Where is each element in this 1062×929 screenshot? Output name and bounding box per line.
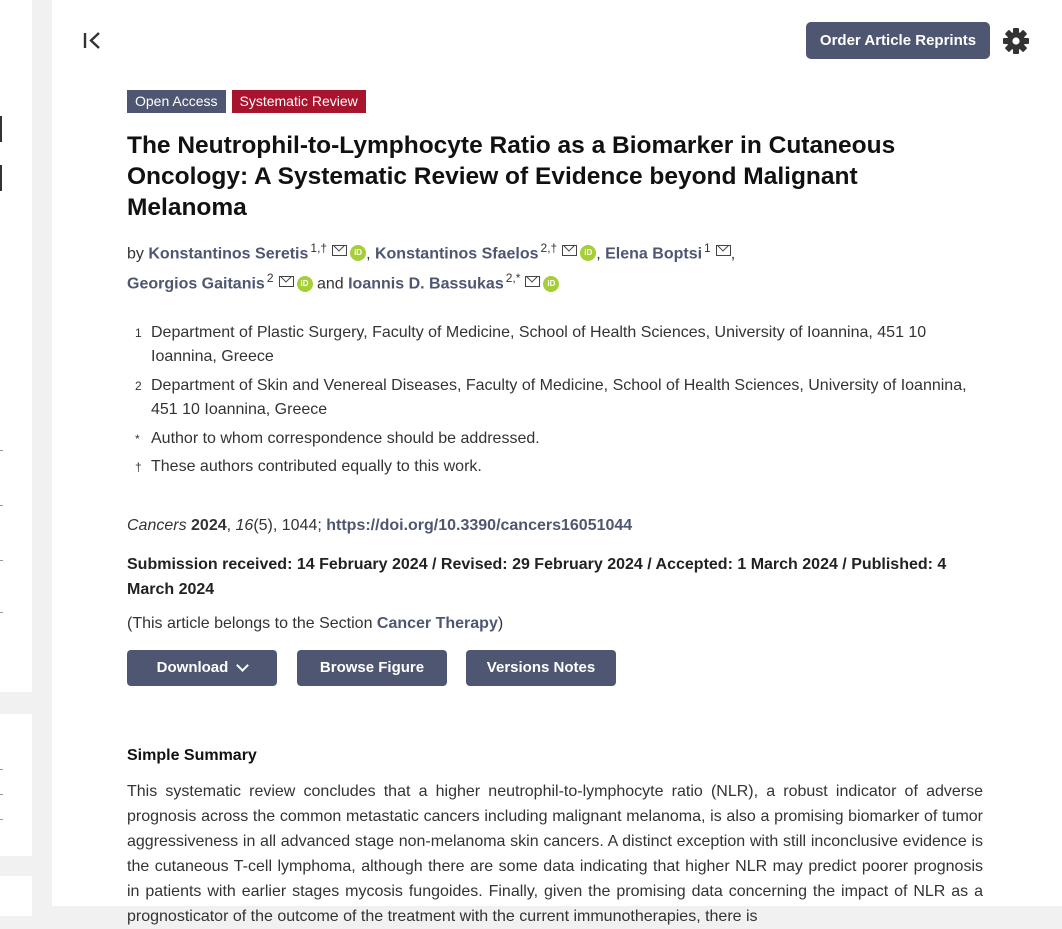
author-link[interactable]: Georgios Gaitanis [127, 275, 265, 293]
orcid-icon[interactable]: iD [580, 245, 596, 261]
author-list: by Konstantinos Seretis $^{1,\dagger}$ iD , Konstantinos Sfaelos $^{2,\dagger}$ iD , Elena Boptsi $^1$ , Georgios Gaitanis $^2$ iD and Ioannis D. Bassukas $^{2,*}$ iD [127, 241, 736, 293]
section-link[interactable]: Cancer Therapy [376, 614, 498, 632]
open-access-badge[interactable]: Open Access [127, 90, 226, 113]
citation-issue-pages: (5), 1044; [253, 516, 322, 534]
sidebar-marker [0, 116, 2, 142]
affiliation-item [127, 374, 983, 423]
sidebar-tick [0, 769, 3, 770]
mail-icon[interactable] [716, 245, 731, 256]
download-label: Download [156, 659, 229, 677]
affiliation-item [127, 455, 983, 480]
badge-row [127, 90, 983, 113]
and-label: and [316, 275, 344, 293]
browse-figure-button[interactable]: Browse Figure [297, 650, 447, 686]
affiliation-text: Department of Skin and Venereal Diseases, Faculty of Medicine, School of Health Sciences, University of Ioannina, 451 10 Ioannina, Greece [151, 376, 967, 419]
affiliation-text: Author to whom correspondence should be addressed. [151, 429, 540, 447]
systematic-review-badge: Systematic Review [232, 90, 366, 113]
citation-volume: 16 [235, 516, 254, 534]
left-sidebar-section [0, 714, 32, 856]
article-header [127, 90, 983, 929]
citation-line: Cancers 2024, 16(5), 1044; https://doi.org/10.3390/cancers16051044 [127, 516, 633, 534]
gear-icon[interactable] [1002, 27, 1030, 55]
section-note [127, 615, 983, 633]
section-suffix: ) [497, 614, 504, 632]
sidebar-marker [0, 165, 2, 191]
article-panel [52, 0, 1062, 925]
sidebar-tick [0, 560, 3, 561]
citation-year: 2024 [191, 516, 227, 534]
affiliation-list [127, 321, 983, 480]
article-title: The Neutrophil-to-Lymphocyte Ratio as a Biomarker in Cutaneous Oncology: A Systematic Review of Evidence beyond Malignant Melanoma [127, 132, 896, 221]
author-affil-sup: 1 [704, 241, 711, 255]
mail-icon[interactable] [332, 245, 347, 256]
orcid-icon[interactable]: iD [543, 276, 559, 292]
left-sidebar-section [0, 876, 32, 916]
journal-name: Cancers [127, 516, 187, 534]
left-sidebar [0, 0, 32, 692]
author-affil-sup: 1,† [310, 241, 328, 255]
sidebar-tick [0, 819, 3, 820]
sidebar-tick [0, 794, 3, 795]
by-label: by [127, 245, 144, 263]
order-reprints-button[interactable]: Order Article Reprints [806, 22, 990, 59]
affiliation-number: 1 [135, 325, 142, 340]
author-link[interactable]: Ioannis D. Bassukas [348, 275, 504, 293]
author-link[interactable]: Konstantinos Seretis [148, 245, 309, 263]
sidebar-tick [0, 505, 3, 506]
mail-icon[interactable] [525, 276, 540, 287]
sidebar-tick [0, 612, 3, 613]
orcid-icon[interactable]: iD [350, 245, 366, 261]
author-affil-sup: 2,* [505, 271, 521, 286]
affiliation-item [127, 321, 983, 370]
affiliation-text: Department of Plastic Surgery, Faculty of Medicine, School of Health Sciences, University of Ioannina, 451 10 Ioannina, Greece [151, 323, 927, 366]
affiliation-text: These authors contributed equally to this work. [151, 458, 482, 476]
author-affil-sup: 2 [266, 271, 274, 286]
chevron-down-icon [236, 659, 249, 672]
mail-icon[interactable] [562, 245, 577, 256]
affiliation-number: 2 [135, 378, 142, 393]
affiliation-number: * [135, 431, 140, 446]
versions-notes-button[interactable]: Versions Notes [466, 650, 616, 686]
author-link[interactable]: Elena Boptsi [605, 245, 703, 263]
publication-dates: Submission received: 14 February 2024 / Revised: 29 February 2024 / Accepted: 1 March 2024 / Published: 4 March 2024 [127, 555, 947, 598]
author-link[interactable]: Konstantinos Sfaelos [374, 245, 539, 263]
download-button[interactable] [127, 650, 277, 686]
doi-link[interactable]: https://doi.org/10.3390/cancers16051044 [326, 516, 633, 534]
mail-icon[interactable] [279, 276, 294, 287]
author-affil-sup: 2,† [540, 241, 558, 255]
affiliation-number: † [135, 460, 142, 475]
section-prefix: (This article belongs to the Section [127, 614, 377, 632]
action-buttons [127, 650, 983, 686]
sidebar-tick [0, 450, 3, 451]
affiliation-item [127, 427, 983, 452]
orcid-icon[interactable]: iD [297, 276, 313, 292]
collapse-left-icon[interactable] [82, 30, 104, 52]
simple-summary-heading: Simple Summary [127, 746, 257, 764]
simple-summary-text: This systematic review concludes that a higher neutrophil-to-lymphocyte ratio (NLR), a robust indicator of adverse prognosis across the common metastatic cancers including malignant melanoma, is also a promising biomarker of tumor aggressiveness in all advanced stage non-melanoma skin cancers. A distinct exception with still inconclusive evidence is the cutaneous T-cell lymphoma, although there are some data indicating that higher NLR may predict poorer prognosis in patients with earlier stages mycosis fungoides. Finally, given the promising data concerning the impact of NLR as a prognosticator of the outcome of the treatment with the current immunotherapies, there is [127, 782, 983, 925]
